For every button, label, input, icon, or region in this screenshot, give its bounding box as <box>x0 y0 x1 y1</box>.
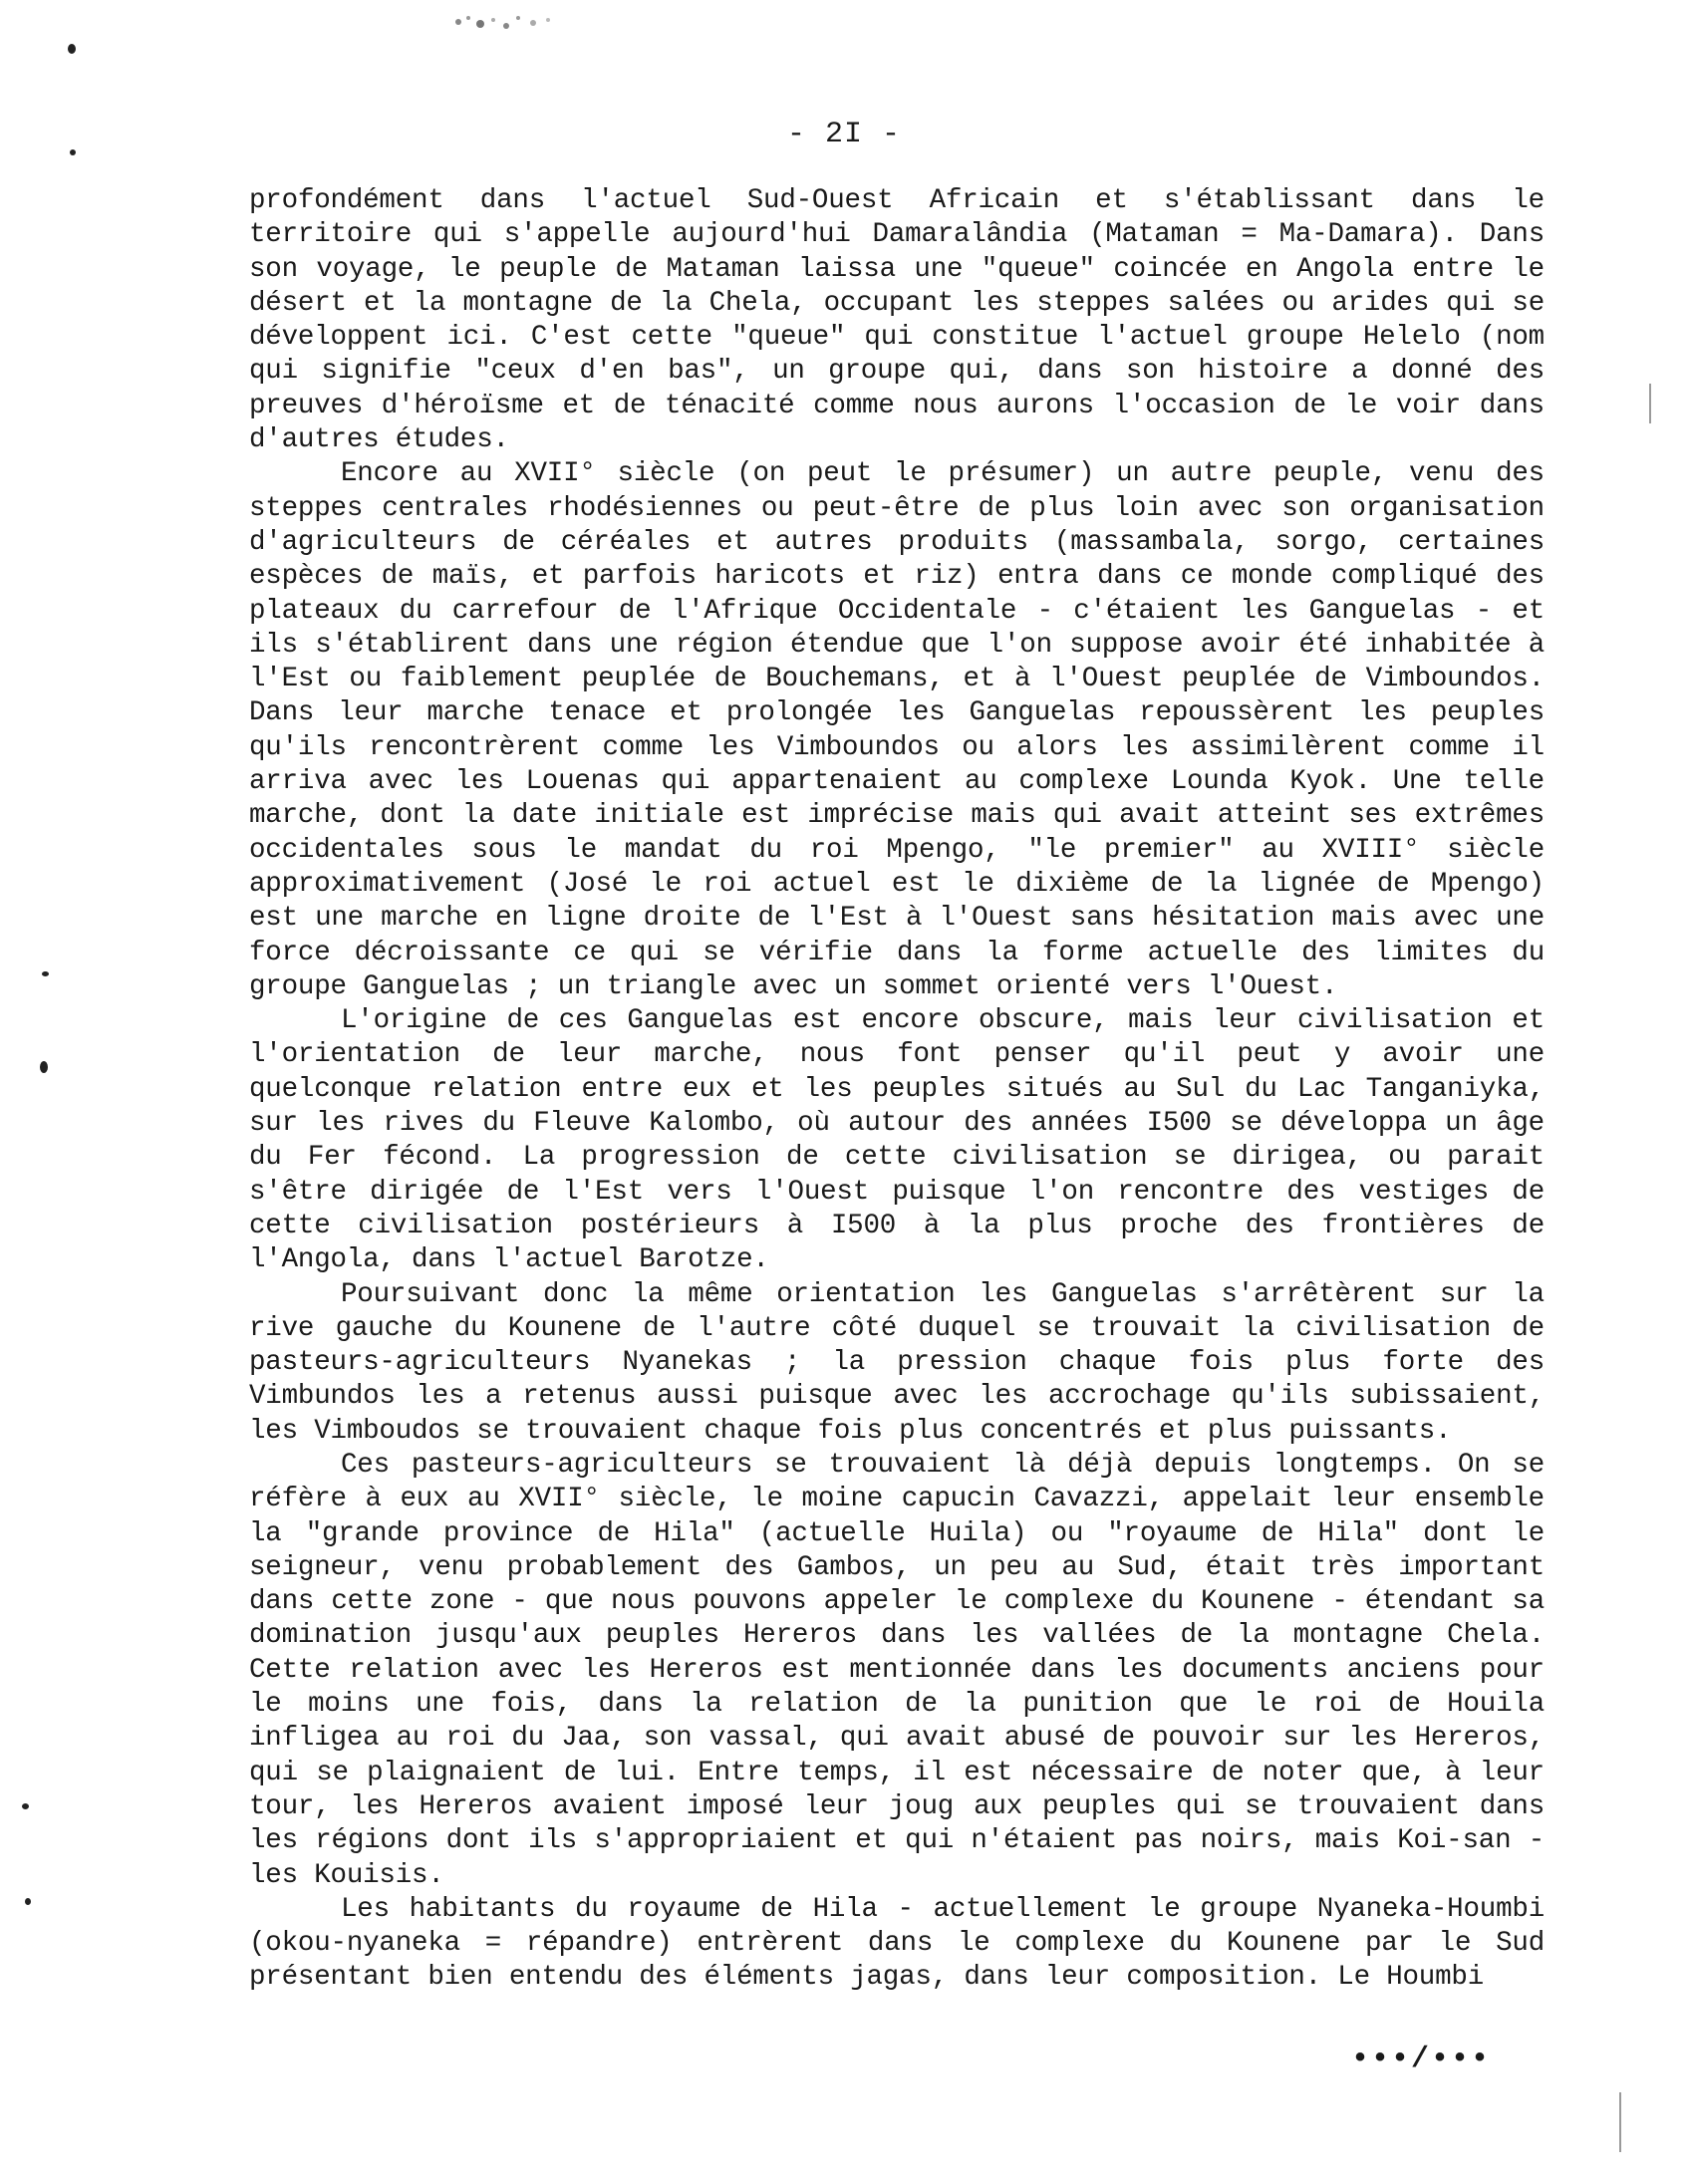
margin-speck <box>40 1061 48 1073</box>
margin-speck <box>42 971 49 976</box>
body-text <box>249 184 1545 1996</box>
margin-speck <box>25 1898 31 1905</box>
page-number: - 2I - <box>787 118 902 151</box>
margin-speck <box>70 149 76 155</box>
scan-line <box>1619 2092 1621 2152</box>
scan-line <box>1649 384 1651 423</box>
paragraph: Les habitants du royaume de Hila - actuellement le groupe Nyaneka-Houmbi (okou-nyaneka = répandre) entrèrent dans le complexe du Kounene par le Sud présentant bien entendu des éléments jagas, dans leur composition. Le Houmbi <box>249 1893 1545 1994</box>
margin-speck <box>68 44 76 54</box>
paragraph: profondément dans l'actuel Sud-Ouest Africain et s'établissant dans le territoire qui s'appelle aujourd'hui Damaralândia (Mataman = Ma-Damara). Dans son voyage, le peuple de Mataman laissa une "queue" coincée en Angola entre le désert et la montagne de la Chela, occupant les steppes salées ou arides qui se développent ici. C'est cette "queue" qui constitue l'actuel groupe Helelo (nom qui signifie "ceux d'en bas", un groupe qui, dans son histoire a donné des preuves d'héroïsme et de ténacité comme nous aurons l'occasion de le voir dans d'autres études. <box>249 185 1545 456</box>
paragraph: Encore au XVII° siècle (on peut le présumer) un autre peuple, venu des steppes centrales rhodésiennes ou peut-être de plus loin avec son organisation d'agriculteurs de céréales et autres produits (massambala, sorgo, certaines espèces de maïs, et parfois haricots et riz) entra dans ce monde compliqué des plateaux du carrefour de l'Afrique Occidentale - c'étaient les Ganguelas - et ils s'établirent dans une région étendue que l'on suppose avoir été inhabitée à l'Est ou faiblement peuplée de Bouchemans, et à l'Ouest peuplée de Vimboundos. Dans leur marche tenace et prolongée les Ganguelas repoussèrent les peuples qu'ils rencontrèrent comme les Vimboundos ou alors les assimilèrent comme il arriva avec les Louenas qui appartenaient au complexe Lounda Kyok. Une telle marche, dont la date initiale est imprécise mais qui avait atteint ses extrêmes occidentales sous le mandat du roi Mpengo, "le premier" au XVIII° siècle approximativement (José le roi actuel est le dixième de la lignée de Mpengo) est une marche en ligne droite de l'Est à l'Ouest sans hésitation mais avec une force décroissante ce qui se vérifie dans la forme actuelle des limites du groupe Ganguelas ; un triangle avec un sommet orienté vers l'Ouest. <box>249 458 1545 1002</box>
paragraph: Ces pasteurs-agriculteurs se trouvaient là déjà depuis longtemps. On se réfère à eux au XVII° siècle, le moine capucin Cavazzi, appelait leur ensemble la "grande province de Hila" (actuelle Huila) ou "royaume de Hila" dont le seigneur, venu probablement des Gambos, un peu au Sud, était très important dans cette zone - que nous pouvons appeler le complexe du Kounene - étendant sa domination jusqu'aux peuples Hereros dans les vallées de la montagne Chela. Cette relation avec les Hereros est mentionnée dans les documents anciens pour le moins une fois, dans la relation de la punition que le roi de Houila infligea au roi du Jaa, son vassal, qui avait abusé de pouvoir sur les Hereros, qui se plaignaient de lui. Entre temps, il est nécessaire de noter que, à leur tour, les Hereros avaient imposé leur joug aux peuples qui se trouvaient dans les régions dont ils s'appropriaient et qui n'étaient pas noirs, mais Koi-san - les Kouisis. <box>249 1449 1545 1891</box>
margin-speck <box>22 1803 29 1809</box>
continuation-mark: •••/••• <box>1350 2043 1491 2076</box>
paragraph: L'origine de ces Ganguelas est encore obscure, mais leur civilisation et l'orientation de leur marche, nous font penser qu'il peut y avoir une quelconque relation entre eux et les peuples situés au Sul du Lac Tanganiyka, sur les rives du Fleuve Kalombo, où autour des années I500 se développa un âge du Fer fécond. La progression de cette civilisation se dirigea, ou parait s'être dirigée de l'Est vers l'Ouest puisque l'on rencontre des vestiges de cette civilisation postérieurs à I500 à la plus proche des frontières de l'Angola, dans l'actuel Barotze. <box>249 1005 1545 1276</box>
scan-blot <box>438 8 578 38</box>
paragraph: Poursuivant donc la même orientation les Ganguelas s'arrêtèrent sur la rive gauche du Kounene de l'autre côté duquel se trouvait la civilisation de pasteurs-agriculteurs Nyanekas ; la pression chaque fois plus forte des Vimbundos les a retenus aussi puisque avec les accrochage qu'ils subissaient, les Vimboudos se trouvaient chaque fois plus concentrés et plus puissants. <box>249 1278 1545 1447</box>
